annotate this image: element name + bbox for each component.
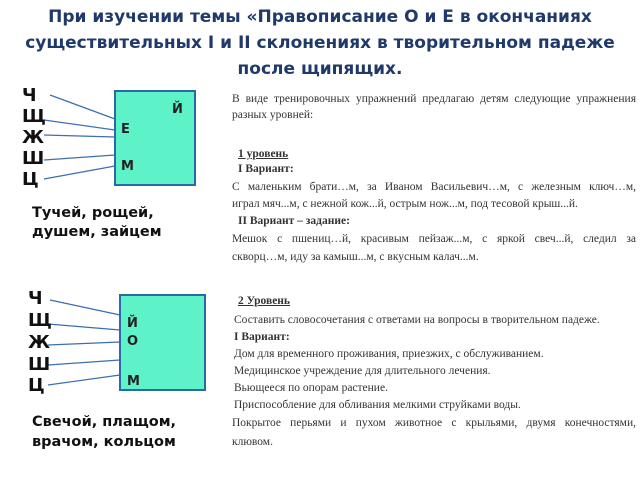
exercise-item: Дом для временного проживания, приезжих, с обслуживанием.: [234, 348, 544, 360]
letter: Ч: [22, 85, 37, 106]
letter: Щ: [22, 106, 46, 127]
example-caption: Тучей, рощей,: [32, 205, 154, 221]
title-line: При изучении темы «Правописание О и Е в окончаниях: [48, 7, 592, 27]
exercise-line: Мешок с пшениц…й, красивым пейзаж...м, с яркой свеч...й, следил за: [232, 233, 636, 245]
level-heading: 2 Уровень: [238, 295, 291, 307]
letter: Ш: [22, 148, 45, 169]
letter: Ц: [22, 169, 39, 190]
connector-line: [44, 135, 115, 137]
exercise-line: играл мяч...м, с нежной кож...й, острым нож...м, под тесовой крыш...й.: [232, 198, 578, 210]
letter: Ш: [28, 354, 51, 375]
exercise-item: Приспособление для обливания мелкими струйками воды.: [234, 399, 521, 411]
box-letter: Е: [121, 122, 130, 137]
letter: Ж: [22, 127, 45, 148]
letter: Ж: [28, 332, 51, 353]
level-heading: 1 уровень: [238, 148, 289, 160]
exercise-item: Вьющееся по опорам растение.: [234, 382, 388, 394]
connector-line: [48, 342, 120, 345]
variant-heading: I Вариант:: [238, 163, 294, 175]
letter: Ц: [28, 375, 45, 396]
exercise-item: клювом.: [232, 436, 273, 448]
title-line: существительных I и II склонениях в творительном падеже: [25, 33, 615, 53]
example-caption: душем, зайцем: [32, 224, 162, 240]
example-caption: врачом, кольцом: [32, 434, 176, 450]
connector-line: [48, 375, 120, 385]
variant-heading: I Вариант:: [234, 331, 290, 343]
box-letter: М: [127, 374, 140, 389]
connector-line: [48, 324, 120, 330]
letter: Ч: [28, 288, 43, 309]
box-letter: М: [121, 159, 134, 174]
exercise-line: скворц…м, иду за камыш...м, с вкусным калач...м.: [232, 251, 479, 263]
task-line: Составить словосочетания с ответами на вопросы в творительном падеже.: [234, 314, 600, 326]
intro-line: разных уровней:: [232, 109, 314, 121]
connector-line: [48, 360, 120, 365]
connector-line: [44, 166, 115, 179]
exercise-item: Покрытое перьями и пухом животное с крыльями, двумя конечностями,: [232, 417, 636, 429]
letter: Щ: [28, 310, 52, 331]
connector-line: [44, 120, 115, 130]
title-line: после щипящих.: [237, 59, 403, 79]
box-letter: Й: [172, 102, 183, 117]
intro-line: В виде тренировочных упражнений предлагаю детям следующие упражнения: [232, 93, 636, 105]
connector-line: [44, 155, 115, 160]
variant-heading: II Вариант – задание:: [238, 215, 350, 227]
example-caption: Свечой, плащом,: [32, 414, 177, 430]
exercise-line: С маленьким брати…м, за Иваном Васильевич…м, с железным ключ…м,: [232, 181, 636, 193]
box-letter: О: [127, 334, 139, 349]
connector-line: [50, 300, 120, 315]
box-letter: Й: [127, 316, 138, 331]
connector-line: [50, 95, 115, 119]
exercise-item: Медицинское учреждение для длительного лечения.: [234, 365, 491, 377]
